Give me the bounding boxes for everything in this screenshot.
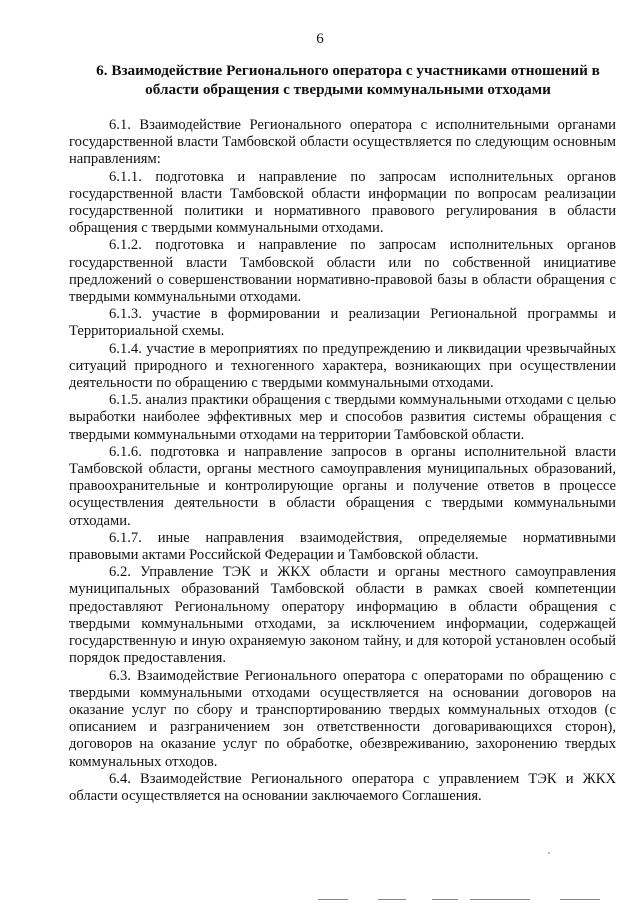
scan-edge-mark — [318, 899, 348, 900]
scan-edge-mark — [560, 899, 600, 900]
scan-edge-mark — [432, 899, 458, 900]
scan-edge-mark — [378, 899, 406, 900]
paragraph-6-1-5: 6.1.5. анализ практики обращения с твердыми коммунальными отходами с целью выработки наиболее эффективных мер и способов развития системы обращения с твердыми коммунальными отходами на территории Тамбовской области. — [69, 392, 616, 443]
paragraph-6-1-1: 6.1.1. подготовка и направление по запросам исполнительных органов государственной власти Тамбовской области информации по вопросам реализации государственной политики и нормативного правового регулирования в области обращения с твердыми коммунальными отходами. — [69, 168, 616, 237]
paragraph-6-1-3: 6.1.3. участие в формировании и реализации Региональной программы и Территориальной схемы. — [69, 306, 616, 340]
scan-speck — [548, 852, 550, 854]
paragraph-6-3: 6.3. Взаимодействие Регионального оператора с операторами по обращению с твердыми коммунальными отходами осуществляется на основании договоров на оказание услуг по сбору и транспортированию твердых коммунальных отходов (с описанием и разграничением зон ответственности договаривающихся сторон), договоров на оказание услуг по обработке, обезвреживанию, захоронению твердых коммунальных отходов. — [69, 667, 616, 770]
paragraph-6-1-2: 6.1.2. подготовка и направление по запросам исполнительных органов государственной власти Тамбовской области или по собственной инициативе предложений о совершенствовании нормативно-правовой базы в области обращения с твердыми коммунальными отходами. — [69, 237, 616, 306]
document-body — [69, 117, 616, 805]
scan-edge-marks — [0, 895, 640, 905]
paragraph-6-4: 6.4. Взаимодействие Регионального оператора с управлением ТЭК и ЖКХ области осуществляется на основании заключаемого Соглашения. — [69, 770, 616, 804]
section-heading-line-1: 6. Взаимодействие Регионального оператора с участниками отношений в — [96, 62, 600, 79]
paragraph-6-1-7: 6.1.7. иные направления взаимодействия, определяемые нормативными правовыми актами Российской Федерации и Тамбовской области. — [69, 529, 616, 564]
paragraph-6-1: 6.1. Взаимодействие Регионального оператора с исполнительными органами государственной власти Тамбовской области осуществляется по следующим основным направлениям: — [69, 117, 616, 168]
scan-edge-mark — [470, 899, 530, 900]
paragraph-6-2: 6.2. Управление ТЭК и ЖКХ области и органы местного самоуправления муниципальных образований Тамбовской области в рамках своей компетенции предоставляют Региональному оператору информацию в области обращения с твердыми коммунальными отходами, за исключением информации, содержащей государственную и иную охраняемую законом тайну, и для которой установлен особый порядок предоставления. — [69, 564, 616, 667]
section-heading-line-2: области обращения с твердыми коммунальными отходами — [145, 80, 551, 98]
paragraph-6-1-6: 6.1.6. подготовка и направление запросов в органы исполнительной власти Тамбовской области, органы местного самоуправления муниципальных образований, правоохранительные и контролирующие органы и получение ответов в процессе осуществления деятельности в области обращения с твердыми коммунальными отходами. — [69, 443, 616, 529]
paragraph-6-1-4: 6.1.4. участие в мероприятиях по предупреждению и ликвидации чрезвычайных ситуаций природного и техногенного характера, возникающих при осуществлении деятельности по обращению с твердыми коммунальными отходами. — [69, 340, 616, 392]
section-heading — [78, 62, 618, 99]
page-number: 6 — [316, 31, 324, 47]
